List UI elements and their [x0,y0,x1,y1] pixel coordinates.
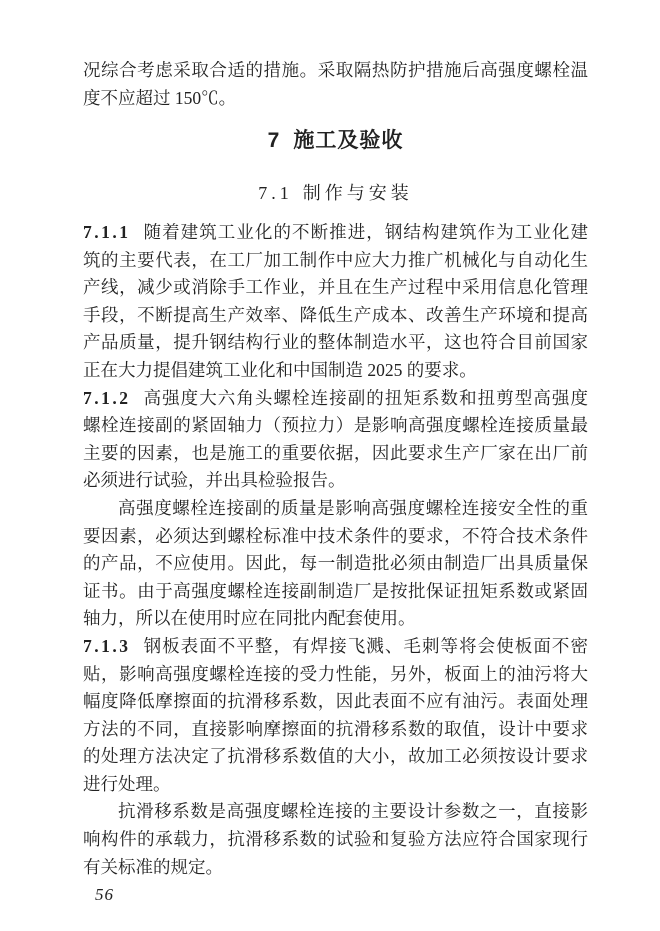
text-line [83,329,588,357]
chapter-title: 施工及验收 [293,129,404,152]
text-line [83,523,588,551]
section-number: 7.1 [258,183,293,203]
text-line [83,688,588,716]
text-line [83,826,588,854]
line-text: 筑的主要代表，在工厂加工制作中应大力推广机械化与自动化生 [83,249,588,270]
clause-number: 7.1.3 [83,635,131,656]
text-line [83,605,588,633]
line-text: 手段，不断提高生产效率、降低生产成本、改善生产环境和提高 [83,304,588,325]
line-text: 进行处理。 [83,773,171,794]
line-text: 要因素，必须达到螺栓标准中技术条件的要求，不符合技术条件 [83,525,588,546]
text-line [83,247,588,275]
text-line [83,219,588,247]
page-number: 56 [95,885,114,904]
line-text: 必须进行试验，并出具检验报告。 [83,470,346,491]
text-line [83,771,588,799]
line-text: 轴力，所以在使用时应在同批内配套使用。 [83,608,416,629]
text-line [83,440,588,468]
clause-number: 7.1.2 [83,387,131,408]
text-line [83,385,588,413]
line-text: 况综合考虑采取合适的措施。采取隔热防护措施后高强度螺栓温 [83,60,588,80]
line-text: 有关标准的规定。 [83,856,223,877]
chapter-heading [83,126,588,156]
line-text: 产线，减少或消除手工作业，并且在生产过程中采用信息化管理 [83,277,588,298]
text-line [83,357,588,385]
text-line [83,578,588,606]
text-line [83,633,588,661]
text-line [83,274,588,302]
line-text: 产品质量，提升钢结构行业的整体制造水平，这也符合目前国家 [83,332,588,353]
line-text: 响构件的承载力，抗滑移系数的试验和复验方法应符合国家现行 [83,829,588,850]
line-text: 螺栓连接副的紧固轴力（预拉力）是影响高强度螺栓连接质量最 [83,415,588,436]
text-line [83,57,588,85]
section-title: 制作与安装 [302,183,413,203]
line-text: 高强度大六角头螺栓连接副的扭矩系数和扭剪型高强度 [142,387,588,408]
line-text: 的产品，不应使用。因此，每一制造批必须由制造厂出具质量保 [83,553,588,574]
line-text: 度不应超过 150℃。 [83,87,237,108]
text-line [83,302,588,330]
line-text: 高强度螺栓连接副的质量是影响高强度螺栓连接安全性的重 [118,497,588,518]
text-line [83,467,588,495]
line-text: 的处理方法决定了抗滑移系数值的大小，故加工必须按设计要求 [83,746,588,767]
line-text: 证书。由于高强度螺栓连接副制造厂是按批保证扭矩系数或紧固 [83,580,588,601]
line-text: 正在大力提倡建筑工业化和中国制造 2025 的要求。 [83,359,477,380]
text-line [83,743,588,771]
body-text [83,219,588,881]
text-line [83,798,588,826]
line-text: 钢板表面不平整，有焊接飞溅、毛刺等将会使板面不密 [142,635,588,656]
line-text: 方法的不同，直接影响摩擦面的抗滑移系数的取值，设计中要求 [83,718,588,739]
text-line [83,854,588,882]
line-text: 抗滑移系数是高强度螺栓连接的主要设计参数之一，直接影 [118,801,588,822]
line-text: 主要的因素，也是施工的重要依据，因此要求生产厂家在出厂前 [83,442,588,463]
intro-paragraph-continuation [83,57,588,112]
text-line [83,661,588,689]
text-line [83,716,588,744]
line-text: 幅度降低摩擦面的抗滑移系数，因此表面不应有油污。表面处理 [83,691,588,712]
text-line [83,495,588,523]
line-text: 随着建筑工业化的不断推进，钢结构建筑作为工业化建 [142,222,588,242]
text-line [83,550,588,578]
text-line [83,412,588,440]
text-line [83,85,588,113]
chapter-number: 7 [267,129,280,152]
line-text: 贴，影响高强度螺栓连接的受力性能，另外，板面上的油污将大 [83,663,588,684]
clause-number: 7.1.1 [83,222,131,242]
section-heading [83,180,588,206]
